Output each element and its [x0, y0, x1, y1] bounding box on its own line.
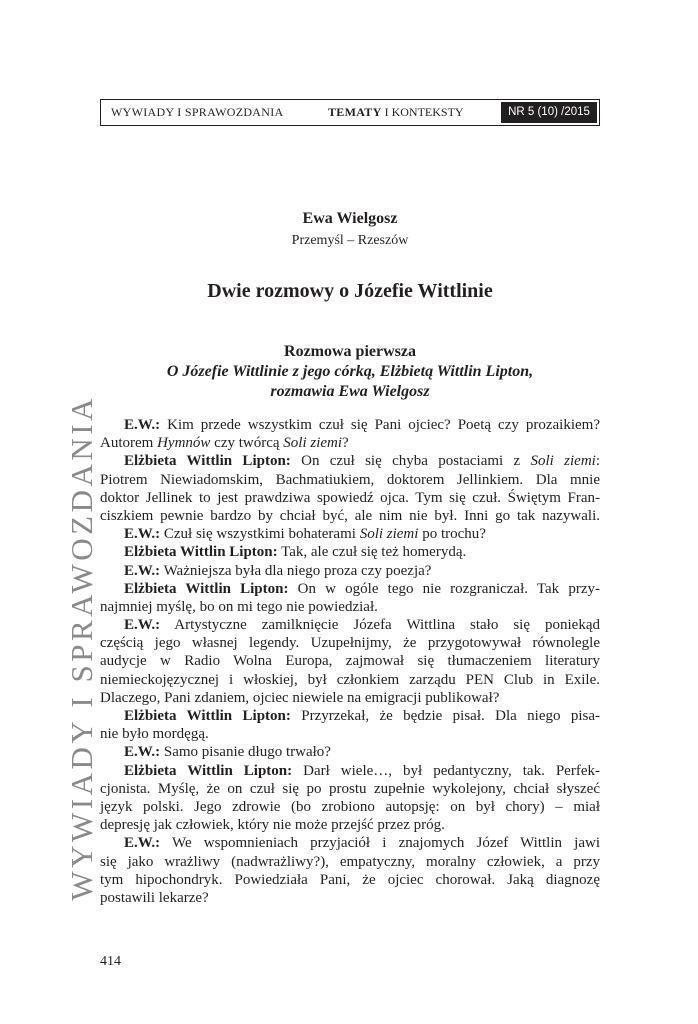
line-text: On w ogóle tego nie rozgraniczał. Tak przy-: [288, 580, 601, 597]
dialogue-turn-start: [100, 416, 600, 434]
line-text: po trochu?: [418, 526, 486, 543]
dialogue-turn-start: [100, 452, 600, 470]
line-text: Czuł się wszystkimi bohaterami: [160, 526, 360, 543]
header-journal-title: [328, 100, 464, 125]
line-text: nie było mordęgą.: [100, 726, 209, 743]
body-line: [100, 871, 600, 889]
body-line: [100, 634, 600, 652]
speaker-label: E.W.:: [124, 835, 161, 852]
interview-subtitle-line-2: rozmawia Ewa Wielgosz: [270, 383, 430, 400]
speaker-label: E.W.:: [124, 744, 161, 761]
body-line: [100, 489, 600, 507]
header-journal-title-rest: I KONTEKSTY: [381, 105, 464, 119]
issue-badge: NR 5 (10) /2015: [501, 102, 597, 123]
line-text: Dlaczego, Pani zdaniem, ojciec niewiele na emigracji publikował?: [100, 689, 500, 706]
interview-subtitle-line-1: O Józefie Wittlinie z jego córką, Elżbietą Wittlin Lipton,: [166, 363, 534, 380]
line-text: cjonista. Myślę, że on czuł się po prostu zupełnie wykolejony, chciał słyszeć: [100, 780, 600, 797]
dialogue-turn-start: [100, 616, 600, 634]
speaker-label: E.W.:: [124, 617, 161, 634]
line-text: czy twórcą: [210, 435, 284, 452]
line-text: Ważniejsza była dla niego proza czy poezja?: [160, 562, 432, 579]
line-text: się jako wrażliwy (nadwrażliwy?), empatyczny, moralny człowiek, a przy: [100, 853, 600, 870]
dialogue-turn-start: [100, 762, 600, 780]
dialogue-turn-start: [100, 562, 600, 580]
line-text: Artystyczne zamilknięcie Józefa Wittlina stało się poniekąd: [160, 617, 600, 634]
line-text: :: [595, 453, 601, 470]
header-journal-title-bold: TEMATY: [328, 105, 382, 119]
line-text: Autorem: [100, 435, 158, 452]
line-text: depresję jak człowiek, który nie może przejść przez próg.: [100, 817, 445, 834]
line-text: Przyrzekał, że będzie pisał. Dla niego pisa-: [290, 708, 600, 724]
author-location: Przemyśl – Rzeszów: [291, 233, 409, 248]
line-text: Darł wiele…, był pedantyczny, tak. Perfek-: [292, 762, 600, 779]
line-text: Samo pisanie długo trwało?: [160, 744, 331, 761]
line-text: We wspomnieniach przyjaciół i znajomych Józef Wittlin jawi: [160, 835, 600, 852]
line-text: najmniej myślę, bo on mi tego nie powiedział.: [100, 598, 378, 615]
italic-title: Soli ziemi: [283, 435, 343, 452]
body-line: [100, 598, 600, 616]
line-text: niemieckojęzycznej i włoskiej, był członkiem zarządu PEN Club in Exile.: [100, 671, 600, 688]
line-text: postawili lekarze?: [100, 889, 209, 906]
dialogue-turn-start: [100, 543, 600, 561]
author-name: Ewa Wielgosz: [302, 210, 398, 227]
italic-title: Soli ziemi: [359, 526, 419, 543]
body-line: [100, 798, 600, 816]
line-text: język polski. Jego zdrowie (bo zrobiono autopsję: on był chory) – miał: [100, 798, 600, 815]
speaker-label: Elżbieta Wittlin Lipton:: [124, 453, 291, 470]
side-section-title: WYWIADY I SPRAWOZDANIA: [64, 395, 99, 901]
body-line: [100, 889, 600, 907]
article-title: Dwie rozmowy o Józefie Wittlinie: [207, 280, 493, 302]
line-text: Piotrem Niewiadomskim, Bachmatiukiem, doktorem Jellinkiem. Dla mnie: [100, 471, 600, 488]
interview-body: [100, 416, 600, 907]
line-text: ciszkiem pewnie bardzo by chciał być, ale nim nie był. Inni go tak nazywali.: [100, 507, 600, 524]
body-line: [100, 434, 600, 452]
line-text: Tak, ale czuł się też homerydą.: [277, 544, 467, 561]
dialogue-turn-start: [100, 525, 600, 543]
body-line: [100, 471, 600, 489]
dialogue-turn-start: [100, 834, 600, 852]
line-text: tym hipochondryk. Powiedziała Pani, że ojciec chorował. Jaką diagnozę: [100, 871, 600, 888]
speaker-label: E.W.:: [124, 526, 161, 543]
interview-heading: Rozmowa pierwsza: [284, 343, 416, 360]
line-text: audycje w Radio Wolna Europa, zajmował się tłumaczeniem literatury: [100, 653, 600, 670]
body-line: [100, 652, 600, 670]
body-line: [100, 816, 600, 834]
line-text: Kim przede wszystkim czuł się Pani ojciec? Poetą czy prozaikiem?: [160, 417, 600, 433]
line-text: ?: [342, 435, 349, 452]
italic-title: Soli ziemi: [530, 453, 596, 470]
body-line: [100, 689, 600, 707]
speaker-label: Elżbieta Wittlin Lipton:: [124, 708, 291, 724]
dialogue-turn-start: [100, 707, 600, 725]
body-line: [100, 780, 600, 798]
body-line: [100, 507, 600, 525]
dialogue-turn-start: [100, 580, 600, 598]
body-line: [100, 725, 600, 743]
speaker-label: Elżbieta Wittlin Lipton:: [124, 762, 293, 779]
page-number: 414: [100, 954, 121, 969]
speaker-label: E.W.:: [124, 417, 161, 433]
body-line: [100, 853, 600, 871]
line-text: częścią jego własnej legendy. Uzupełnijmy, że przygotowywał równolegle: [100, 635, 600, 652]
body-line: [100, 671, 600, 689]
speaker-label: Elżbieta Wittlin Lipton:: [124, 544, 278, 561]
speaker-label: E.W.:: [124, 562, 161, 579]
running-header: [100, 99, 600, 126]
line-text: doktor Jellinek to jest prawdziwa spowiedź ojca. Tym się czuł. Świętym Fran-: [100, 489, 600, 506]
italic-title: Hymnów: [157, 435, 211, 452]
header-section-title: WYWIADY I SPRAWOZDANIA: [111, 105, 284, 119]
dialogue-turn-start: [100, 743, 600, 761]
line-text: On czuł się chyba postaciami z: [290, 453, 531, 470]
speaker-label: Elżbieta Wittlin Lipton:: [124, 580, 289, 597]
